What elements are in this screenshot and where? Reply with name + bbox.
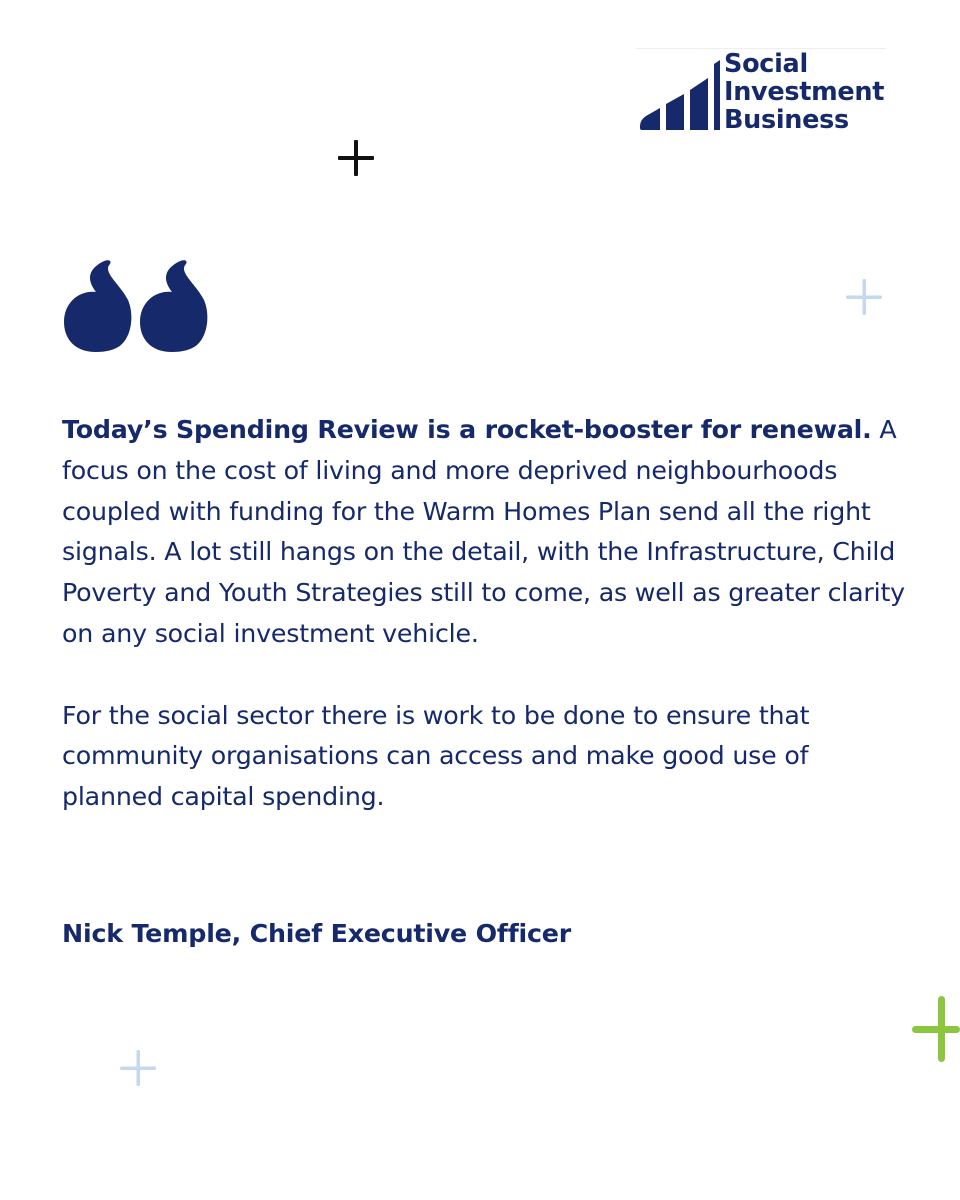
logo-wordmark xyxy=(724,50,884,134)
logo-line-3: Business xyxy=(724,105,849,135)
logo-line-1: Social xyxy=(724,49,808,79)
plus-icon xyxy=(337,139,375,177)
quote-paragraph-1-text: A focus on the cost of living and more deprived neighbourhoods coupled with funding for the Warm Homes Plan send all the right signals. A lot still hangs on the detail, with the Infrastructure, Child Poverty and Youth Strategies still to come, as well as greater clarity on any social investment vehicle. xyxy=(62,415,905,648)
quote-attribution: Nick Temple, Chief Executive Officer xyxy=(62,919,572,948)
plus-icon xyxy=(912,996,960,1064)
quote-paragraph-1 xyxy=(62,410,912,655)
quote-lead: Today’s Spending Review is a rocket-booster for renewal. xyxy=(62,415,872,444)
quote-body xyxy=(62,410,912,818)
quote-paragraph-2: For the social sector there is work to be done to ensure that community organisations can access and make good use of planned capital spending. xyxy=(62,700,810,812)
plus-icon xyxy=(845,278,883,316)
bar-chart-logo-icon xyxy=(640,56,720,132)
plus-icon xyxy=(119,1049,157,1087)
logo-line-2: Investment xyxy=(724,77,885,107)
quote-mark-icon xyxy=(60,256,212,356)
brand-logo xyxy=(636,48,888,134)
